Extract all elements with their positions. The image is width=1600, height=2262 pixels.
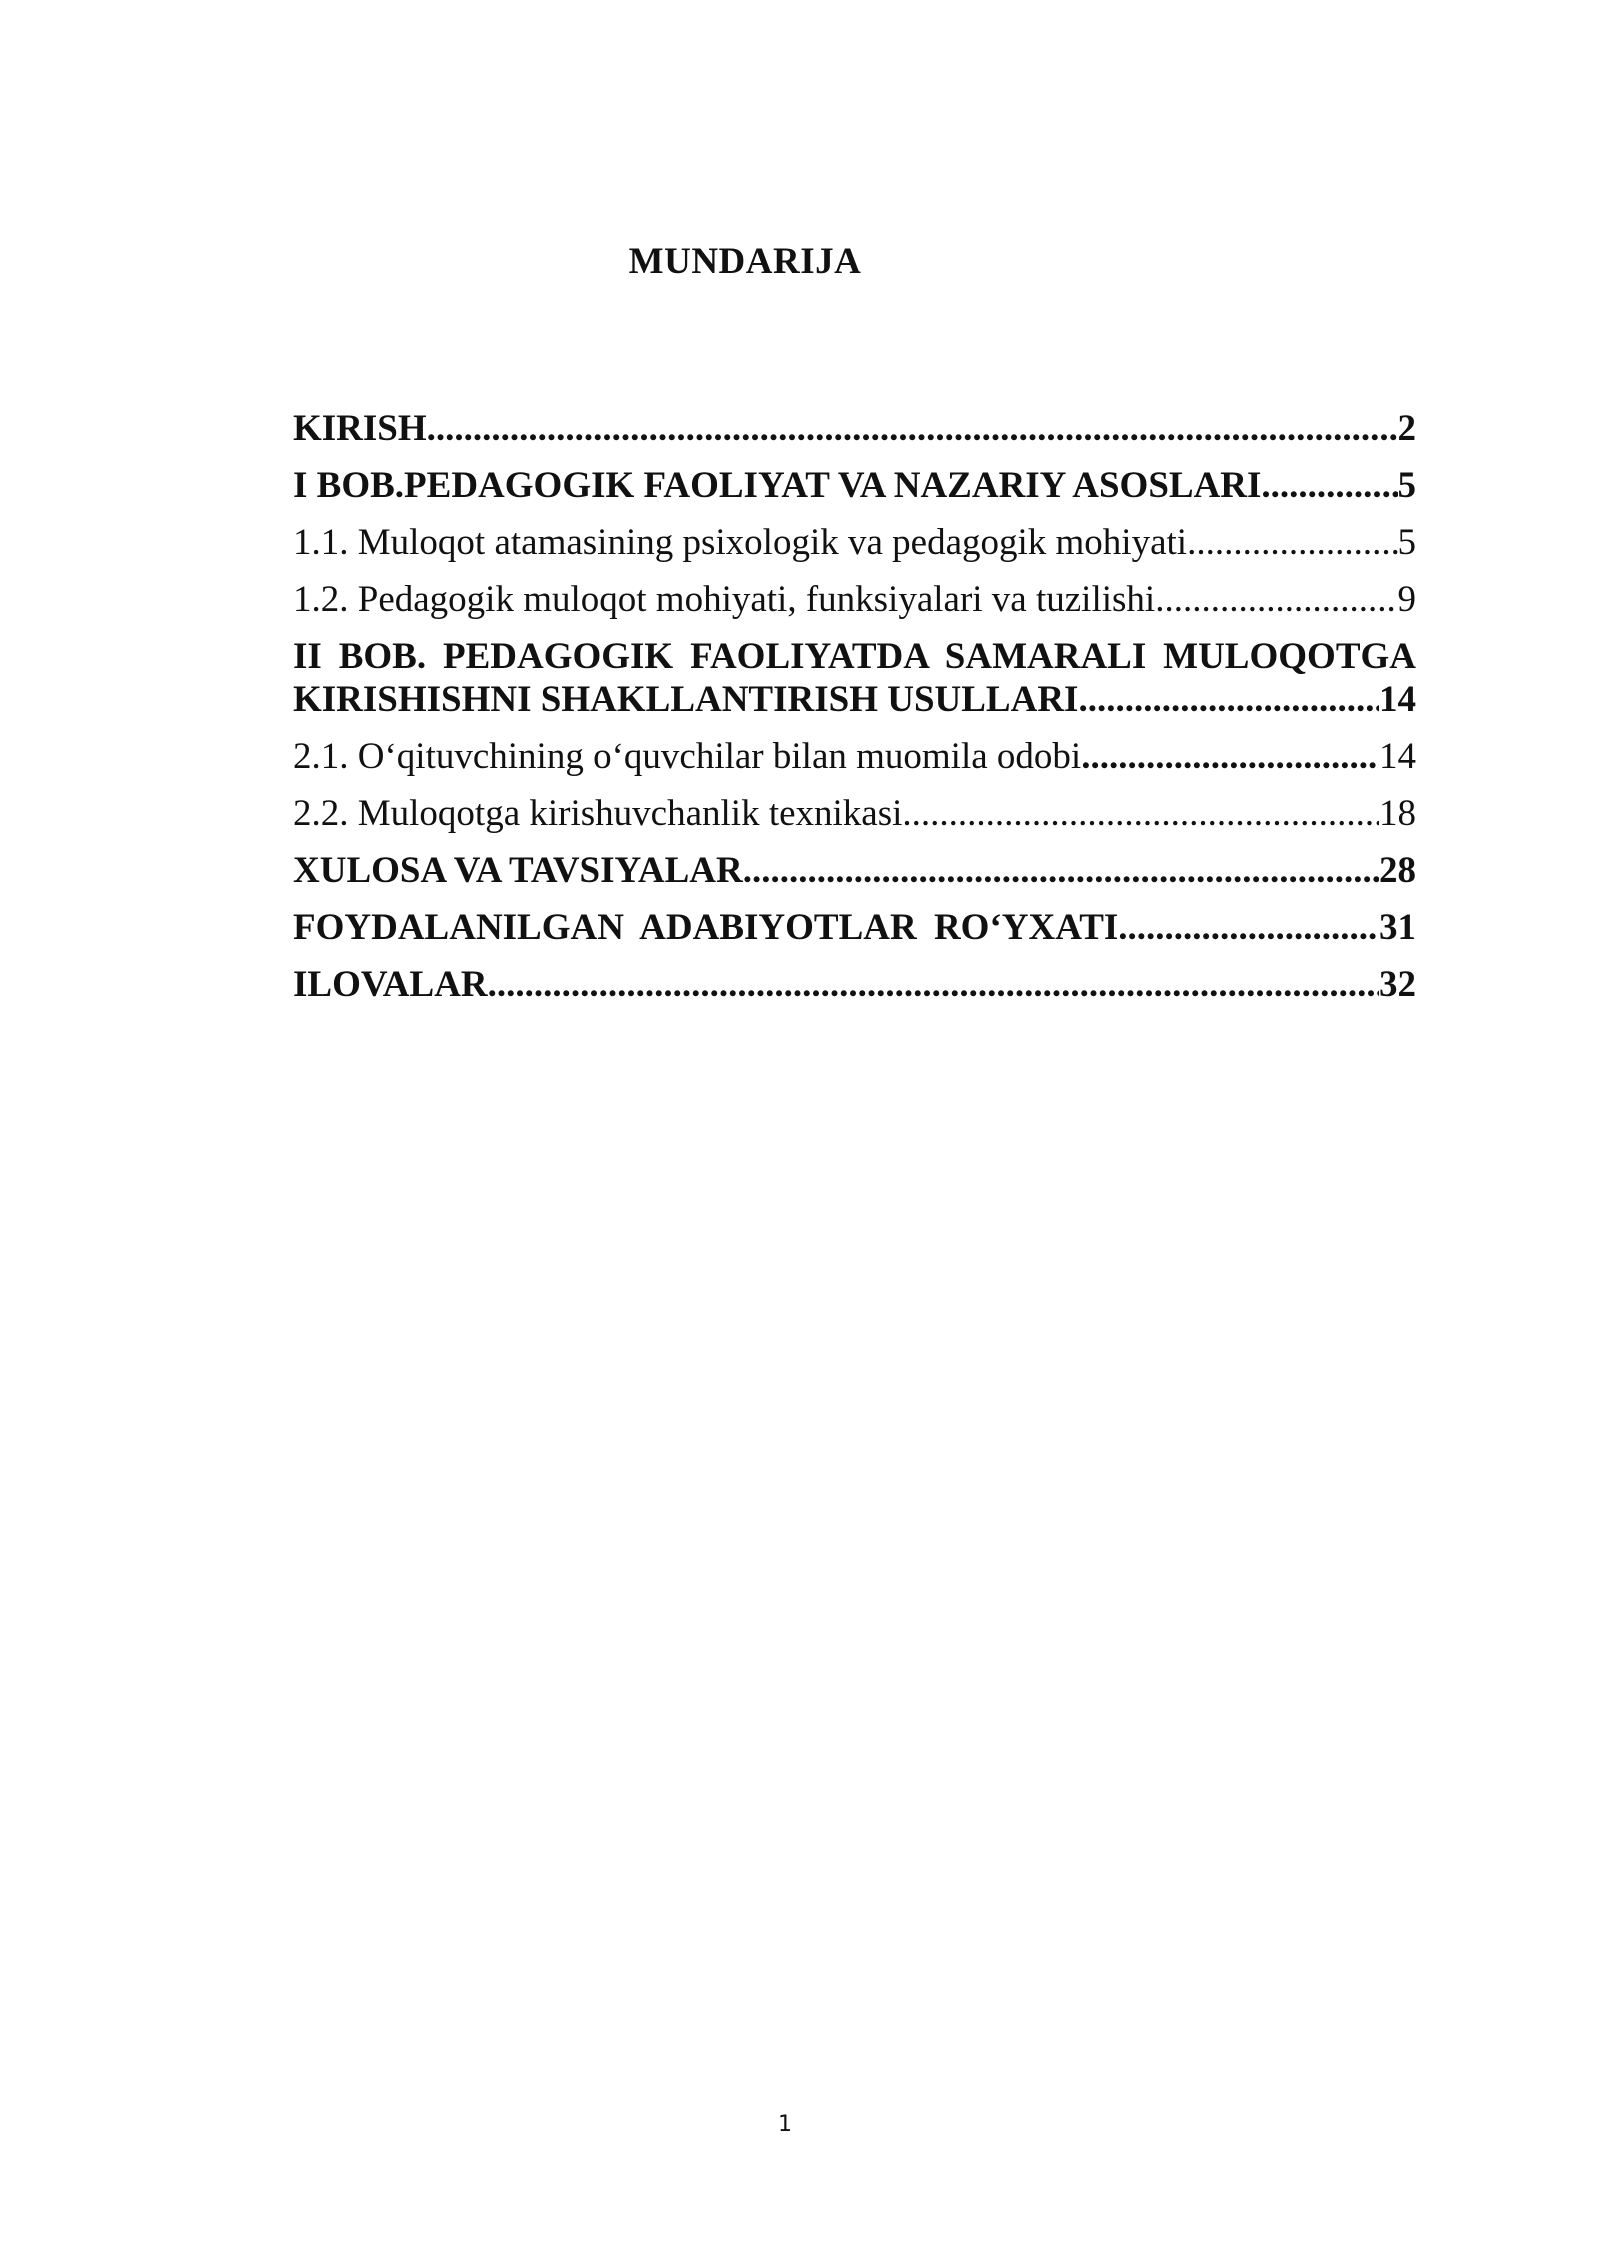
toc-entry-page: 14	[1379, 679, 1416, 720]
toc-entry-page: 32	[1379, 964, 1416, 1005]
toc-entry-label-line2: KIRISHISHNI SHAKLLANTIRISH USULLARI	[293, 679, 1079, 720]
toc-leader-dots	[1118, 906, 1379, 950]
toc-entry-page: 18	[1379, 793, 1416, 834]
toc-entry-ilovalar[interactable]	[293, 963, 1416, 1020]
toc-entry-page: 5	[1397, 465, 1416, 506]
toc-leader-dots	[1155, 578, 1397, 622]
toc-entry-line2	[293, 678, 1416, 721]
toc-entry-label: 2.2. Muloqotga kirishuvchanlik texnikasi	[293, 793, 903, 834]
toc-entry-label: I BOB.PEDAGOGIK FAOLIYAT VA NAZARIY ASOSLARI	[293, 465, 1262, 506]
toc-entry-label: FOYDALANILGAN ADABIYOTLAR RO‘YXATI	[293, 907, 1119, 948]
toc-leader-dots	[488, 963, 1379, 1007]
toc-entry-chapter-1[interactable]	[293, 464, 1416, 521]
toc-leader-dots	[427, 407, 1398, 451]
toc-entry-page: 9	[1397, 579, 1416, 620]
toc-leader-dots	[1261, 464, 1397, 508]
toc-entry-page: 14	[1379, 736, 1416, 777]
table-of-contents	[293, 407, 1416, 1020]
toc-entry-label: ILOVALAR	[293, 964, 488, 1005]
toc-entry-xulosa[interactable]	[293, 849, 1416, 906]
toc-entry-page: 2	[1397, 408, 1416, 449]
toc-entry-section-2-2[interactable]	[293, 792, 1416, 849]
toc-entry-label: 1.2. Pedagogik muloqot mohiyati, funksiyalari va tuzilishi	[293, 579, 1156, 620]
toc-entry-page: 28	[1379, 850, 1416, 891]
toc-entry-section-1-1[interactable]	[293, 521, 1416, 578]
toc-entry-label: KIRISH	[293, 408, 427, 449]
toc-entry-chapter-2[interactable]	[293, 635, 1416, 721]
toc-entry-page: 31	[1379, 907, 1416, 948]
toc-entry-section-2-1[interactable]	[293, 735, 1416, 792]
toc-leader-dots	[1187, 521, 1397, 565]
toc-entry-label: 1.1. Muloqot atamasining psixologik va pedagogik mohiyati	[293, 522, 1188, 563]
toc-entry-label: XULOSA VA TAVSIYALAR	[293, 850, 743, 891]
toc-leader-dots	[743, 849, 1379, 893]
toc-title: MUNDARIJA	[628, 241, 862, 282]
toc-entry-kirish[interactable]	[293, 407, 1416, 464]
toc-entry-section-1-2[interactable]	[293, 578, 1416, 635]
toc-leader-dots	[902, 792, 1379, 836]
toc-entry-page: 5	[1397, 522, 1416, 563]
toc-entry-label-line1: II BOB. PEDAGOGIK FAOLIYATDA SAMARALI MULOQOTGA	[293, 636, 1416, 677]
toc-entry-label: 2.1. O‘qituvchining o‘quvchilar bilan muomila odobi	[293, 736, 1082, 777]
toc-leader-dots	[1078, 678, 1379, 721]
toc-entry-adabiyotlar[interactable]	[293, 906, 1416, 963]
page-number: 1	[778, 2112, 792, 2137]
toc-leader-dots	[1081, 735, 1379, 779]
